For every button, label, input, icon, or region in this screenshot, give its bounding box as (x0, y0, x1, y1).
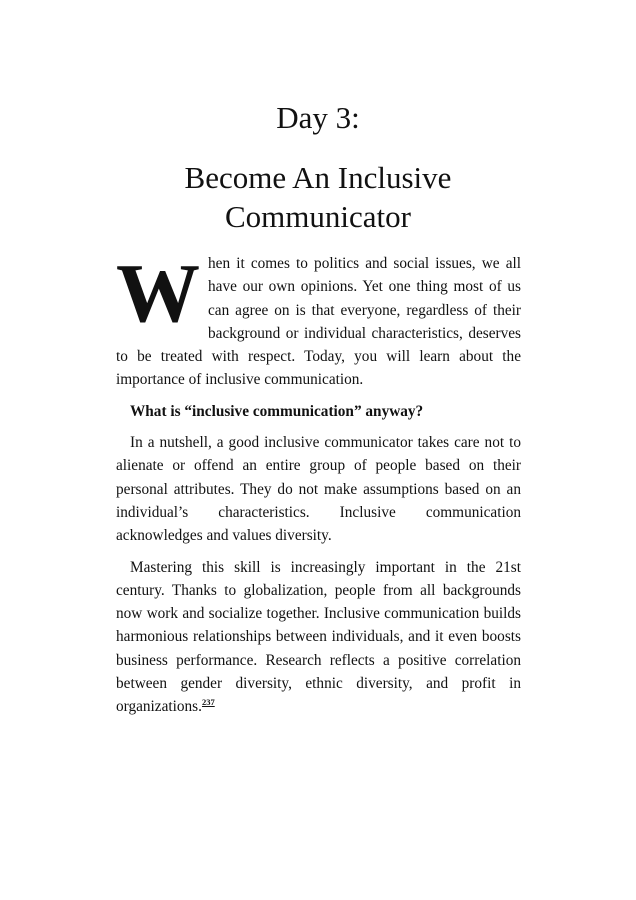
paragraph-3 (116, 556, 521, 719)
chapter-body (116, 247, 521, 719)
paragraph-3-text: Mastering this skill is increasingly important in the 21st century. Thanks to globalization, people from all backgrounds now work and socialize together. Inclusive communication builds harmonious relationships between individuals, and it even boosts business performance. Research reflects a positive correlation between gender diversity, ethnic diversity, and profit in organizations. (116, 558, 521, 716)
footnote-reference[interactable]: 237 (201, 697, 215, 708)
chapter-title (0, 158, 636, 236)
section-subheading: What is “inclusive communication” anyway? (130, 402, 424, 420)
intro-text: hen it comes to politics and social issues, we all have our own opinions. Yet one thing most of us can agree on is that everyone, regardless of their background or individual characteristics, deserves to be treated with respect. Today, you will learn about the importance of inclusive communication. (116, 255, 521, 389)
chapter-number: Day 3: (276, 100, 360, 135)
drop-cap: W (116, 247, 200, 340)
chapter-title-line-2: Communicator (225, 199, 411, 234)
intro-paragraph (116, 247, 521, 392)
paragraph-2: In a nutshell, a good inclusive communicator takes care not to alienate or offend an entire group of people based on their personal attributes. They do not make assumptions based on an individual’s characteristics. Inclusive communication acknowledges and values diversity. (116, 434, 521, 545)
chapter-title-line-1: Become An Inclusive (184, 160, 452, 195)
